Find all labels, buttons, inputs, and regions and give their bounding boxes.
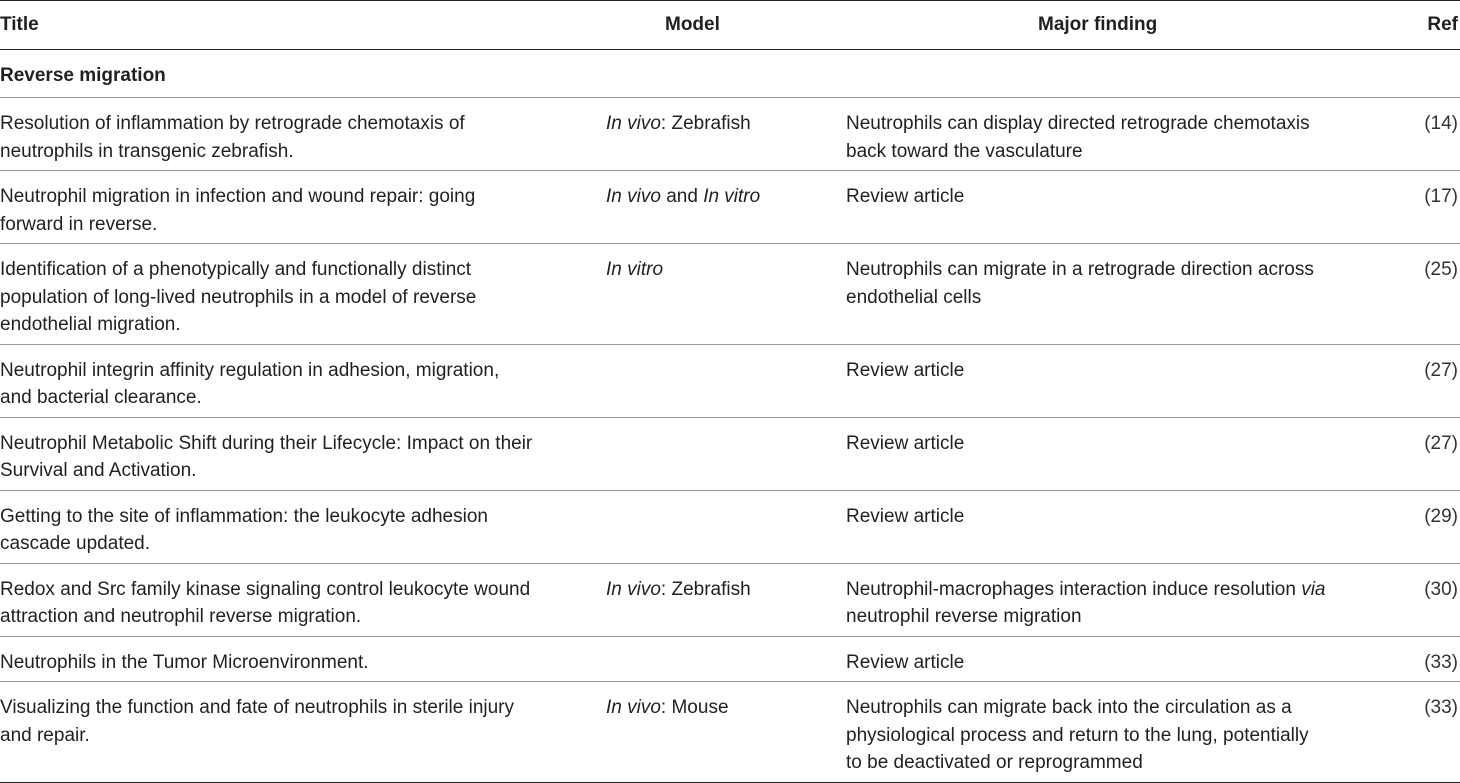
row-model (606, 171, 846, 244)
row-finding: Neutrophils can migrate back into the circulation as a physiological process and return to the lung, potentially to be deactivated or reprogrammed (846, 682, 1386, 783)
row-ref: (29) (1386, 490, 1460, 563)
row-title: Neutrophil migration in infection and wound repair: going forward in reverse. (0, 171, 606, 244)
row-title: Visualizing the function and fate of neutrophils in sterile injury and repair. (0, 682, 606, 783)
row-model (606, 244, 846, 345)
row-model (606, 682, 846, 783)
model-italic: In vivo (606, 578, 661, 600)
table-row (0, 563, 1460, 636)
section-label: Reverse migration (0, 50, 1460, 98)
table-row (0, 244, 1460, 345)
row-finding: Review article (846, 490, 1386, 563)
row-ref: (27) (1386, 344, 1460, 417)
row-ref: (33) (1386, 682, 1460, 783)
model-italic: In vivo (606, 186, 661, 207)
row-model (606, 344, 846, 417)
row-model (606, 98, 846, 171)
table-row (0, 98, 1460, 171)
row-model (606, 490, 846, 563)
finding-text-rest: neutrophil reverse migration (846, 606, 1082, 627)
model-italic: In vivo (606, 113, 661, 134)
row-title: Getting to the site of inflammation: the leukocyte adhesion cascade updated. (0, 490, 606, 563)
row-model (606, 563, 846, 636)
row-title: Neutrophil integrin affinity regulation in adhesion, migration, and bacterial clearance. (0, 344, 606, 417)
row-finding: Review article (846, 636, 1386, 682)
row-title: Resolution of inflammation by retrograde chemotaxis of neutrophils in transgenic zebrafish. (0, 98, 606, 171)
row-title: Redox and Src family kinase signaling control leukocyte wound attraction and neutrophil reverse migration. (0, 563, 606, 636)
model-text: : Zebrafish (660, 113, 751, 134)
model-text: : Zebrafish (660, 578, 751, 600)
row-ref: (30) (1386, 563, 1460, 636)
row-ref: (25) (1386, 244, 1460, 345)
row-title: Neutrophil Metabolic Shift during their Lifecycle: Impact on their Survival and Activation. (0, 417, 606, 490)
model-text: : Mouse (660, 697, 729, 718)
header-model: Model (606, 1, 846, 50)
header-ref: Ref (1386, 1, 1460, 50)
table-row (0, 636, 1460, 682)
model-italic-2: In vitro (703, 186, 761, 207)
section-row (0, 50, 1460, 98)
header-major-finding: Major finding (846, 1, 1386, 50)
table-row (0, 682, 1460, 783)
model-italic: In vivo (606, 697, 661, 718)
row-finding: Review article (846, 171, 1386, 244)
row-title: Neutrophils in the Tumor Microenvironment. (0, 636, 606, 682)
row-ref: (14) (1386, 98, 1460, 171)
header-title: Title (0, 1, 606, 50)
row-model (606, 636, 846, 682)
model-italic: In vitro (606, 259, 664, 280)
finding-text: Neutrophil-macrophages interaction induce resolution (846, 578, 1302, 600)
row-finding: Review article (846, 417, 1386, 490)
row-ref: (27) (1386, 417, 1460, 490)
row-ref: (17) (1386, 171, 1460, 244)
row-finding (846, 563, 1386, 636)
row-finding: Review article (846, 344, 1386, 417)
table-row (0, 344, 1460, 417)
finding-italic: via (1301, 578, 1326, 600)
header-row (0, 1, 1460, 50)
row-title: Identification of a phenotypically and functionally distinct population of long-lived neutrophils in a model of reverse endothelial migration. (0, 244, 606, 345)
row-model (606, 417, 846, 490)
table-row (0, 490, 1460, 563)
table-row (0, 417, 1460, 490)
row-finding: Neutrophils can migrate in a retrograde direction across endothelial cells (846, 244, 1386, 345)
row-ref: (33) (1386, 636, 1460, 682)
model-text: and (660, 186, 704, 207)
table-row (0, 171, 1460, 244)
row-finding: Neutrophils can display directed retrograde chemotaxis back toward the vasculature (846, 98, 1386, 171)
